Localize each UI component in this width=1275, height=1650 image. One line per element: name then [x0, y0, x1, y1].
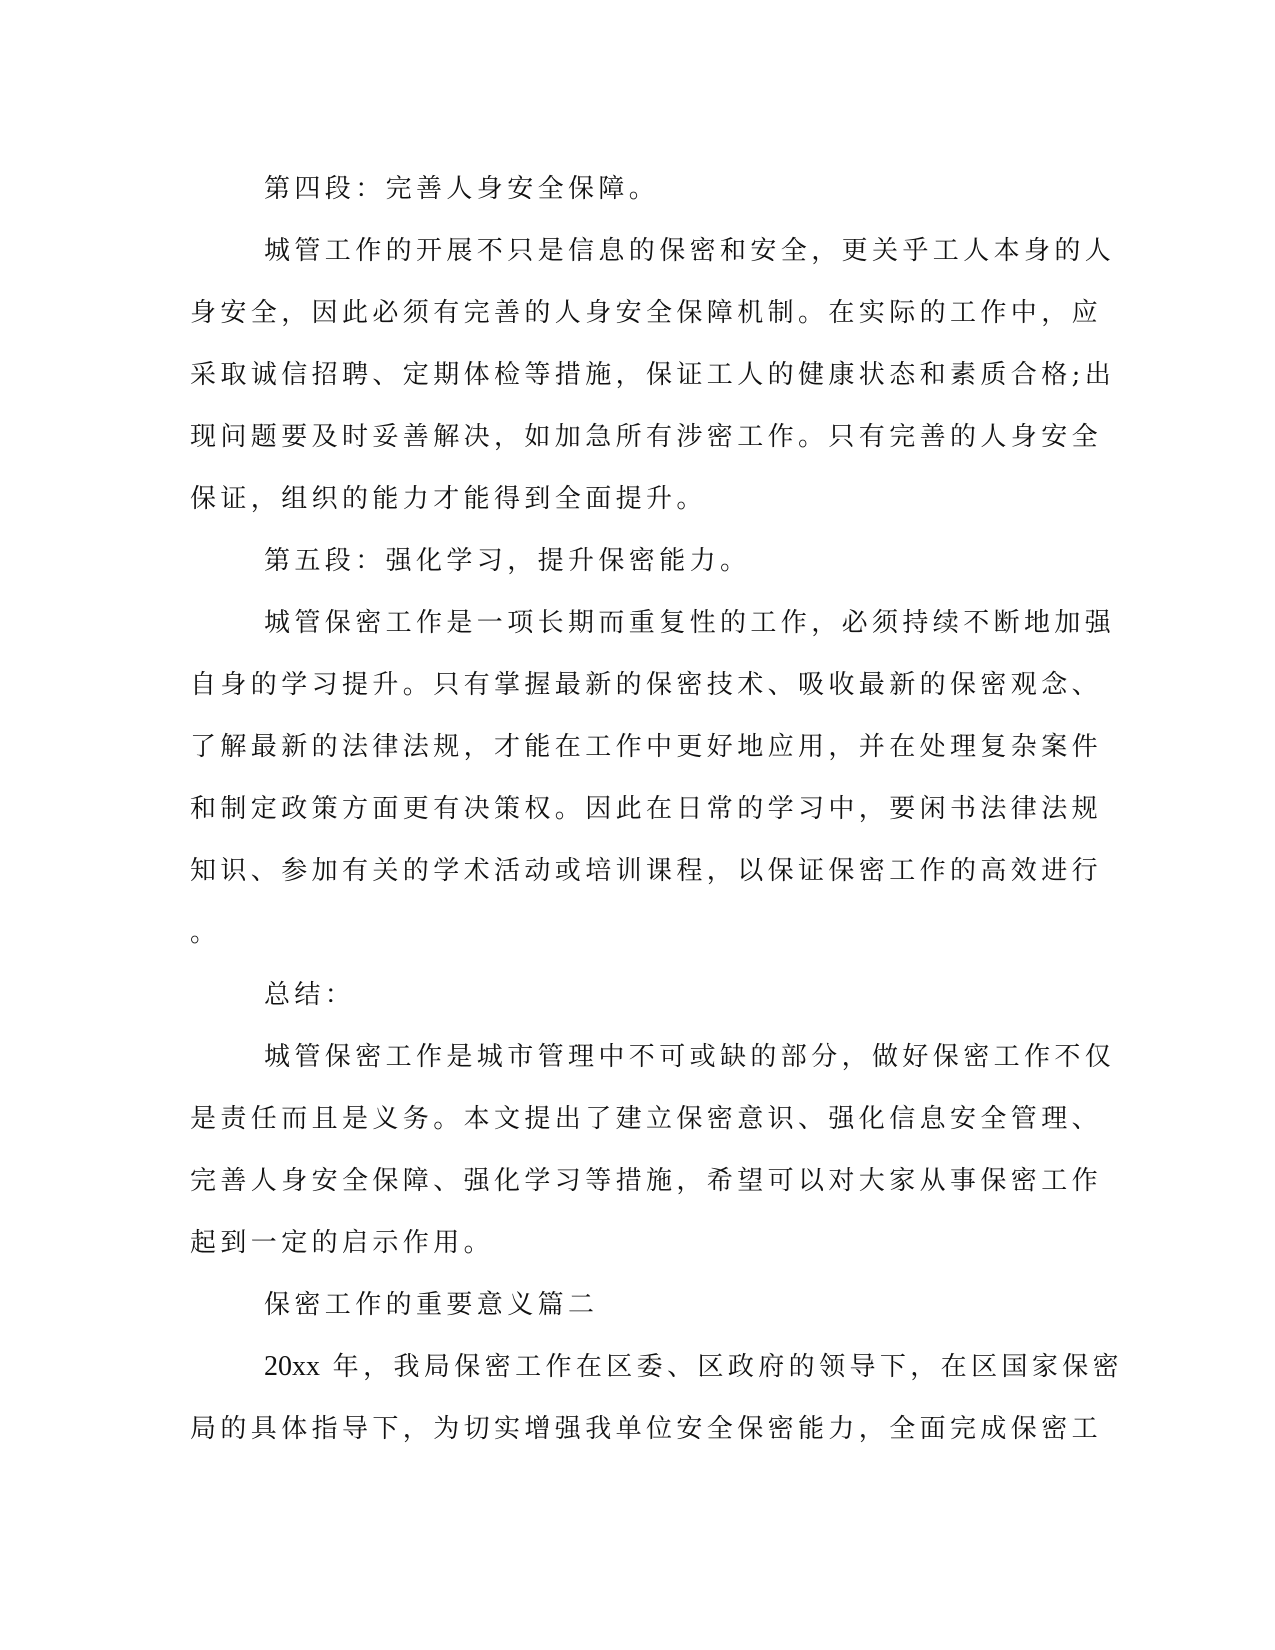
paragraph-line: 起到一定的启示作用。: [190, 1228, 495, 1258]
paragraph-line: 知识、参加有关的学术活动或培训课程，以保证保密工作的高效进行: [190, 856, 1103, 886]
paragraph-line: 局的具体指导下，为切实增强我单位安全保密能力，全面完成保密工: [190, 1414, 1103, 1444]
year-text: 20xx: [264, 1351, 320, 1382]
paragraph-line: 城管工作的开展不只是信息的保密和安全，更关乎工人本身的人: [264, 236, 1116, 266]
paragraph: [190, 592, 1116, 964]
section-heading: 第四段：完善人身安全保障。: [264, 174, 660, 204]
summary-heading: 总结：: [264, 980, 356, 1010]
paragraph-line: 采取诚信招聘、定期体检等措施，保证工人的健康状态和素质合格;出: [190, 360, 1116, 390]
paragraph-line: 城管保密工作是一项长期而重复性的工作，必须持续不断地加强: [264, 608, 1116, 638]
paragraph-line: 身安全，因此必须有完善的人身安全保障机制。在实际的工作中，应: [190, 298, 1103, 328]
paragraph-line: 了解最新的法律法规，才能在工作中更好地应用，并在处理复杂案件: [190, 732, 1103, 762]
paragraph: [190, 220, 1116, 530]
paragraph: [190, 1336, 1124, 1460]
paragraph-line: 。: [190, 918, 221, 948]
paragraph-line: 完善人身安全保障、强化学习等措施，希望可以对大家从事保密工作: [190, 1166, 1103, 1196]
section-title: 保密工作的重要意义篇二: [264, 1290, 599, 1320]
paragraph-line: 和制定政策方面更有决策权。因此在日常的学习中，要闲书法律法规: [190, 794, 1103, 824]
paragraph-line: 保证，组织的能力才能得到全面提升。: [190, 484, 707, 514]
section-heading: 第五段：强化学习，提升保密能力。: [264, 546, 751, 576]
paragraph-line: 现问题要及时妥善解决，如加急所有涉密工作。只有完善的人身安全: [190, 422, 1103, 452]
document-body: [190, 158, 1124, 1460]
paragraph-line: 是责任而且是义务。本文提出了建立保密意识、强化信息安全管理、: [190, 1104, 1103, 1134]
summary-paragraph: [190, 1026, 1116, 1274]
paragraph-line-text: 年，我局保密工作在区委、区政府的领导下，在区国家保密: [320, 1352, 1124, 1382]
paragraph-line: 城管保密工作是城市管理中不可或缺的部分，做好保密工作不仅: [264, 1042, 1116, 1072]
paragraph-line: [190, 1336, 1124, 1398]
paragraph-line: 自身的学习提升。只有掌握最新的保密技术、吸收最新的保密观念、: [190, 670, 1103, 700]
